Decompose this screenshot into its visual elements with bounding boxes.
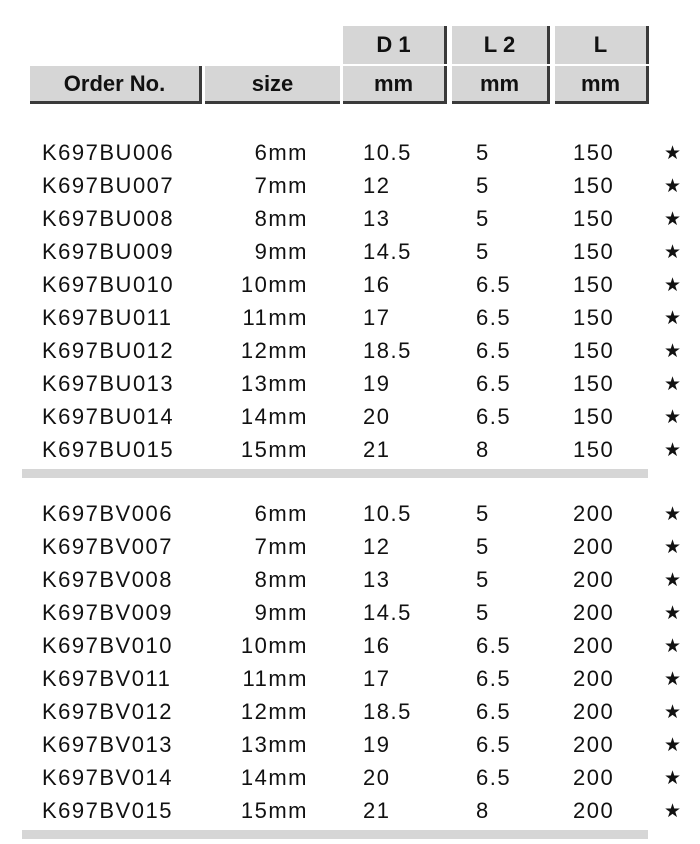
d1-value: 16	[363, 272, 391, 297]
size-value: 6mm	[254, 140, 308, 165]
size-value: 12mm	[240, 338, 308, 363]
l2-value: 6.5	[476, 666, 512, 691]
l2-value: 6.5	[476, 305, 512, 330]
header-order-no: Order No.	[30, 66, 202, 104]
header-l2-unit: mm	[452, 66, 550, 104]
header-d1: D 1	[343, 26, 447, 64]
l-value: 200	[573, 732, 615, 757]
order-number: K697BU011	[42, 305, 173, 330]
l-value: 150	[573, 338, 615, 363]
l-value: 150	[573, 239, 615, 264]
l2-value: 5	[476, 173, 490, 198]
l-value: 200	[573, 699, 615, 724]
l-value: 200	[573, 534, 615, 559]
l2-value: 5	[476, 206, 490, 231]
star-icon: ★	[664, 537, 682, 558]
product-group-bu	[0, 136, 700, 466]
star-icon: ★	[664, 702, 682, 723]
star-icon: ★	[664, 440, 682, 461]
d1-value: 14.5	[363, 239, 412, 264]
table-row	[0, 530, 700, 563]
size-value: 7mm	[254, 173, 308, 198]
l-value: 150	[573, 437, 615, 462]
order-number: K697BV014	[42, 765, 173, 790]
star-icon: ★	[664, 275, 682, 296]
table-row	[0, 136, 700, 169]
order-number: K697BU014	[42, 404, 175, 429]
order-number: K697BU007	[42, 173, 175, 198]
d1-value: 12	[363, 173, 391, 198]
table-row	[0, 367, 700, 400]
size-value: 8mm	[254, 206, 308, 231]
size-value: 10mm	[240, 272, 308, 297]
d1-value: 10.5	[363, 140, 412, 165]
star-icon: ★	[664, 176, 682, 197]
star-icon: ★	[664, 504, 682, 525]
d1-value: 20	[363, 765, 391, 790]
table-row	[0, 563, 700, 596]
order-number: K697BV013	[42, 732, 173, 757]
table-row	[0, 629, 700, 662]
table-row	[0, 695, 700, 728]
star-icon: ★	[664, 209, 682, 230]
size-value: 11mm	[242, 666, 308, 691]
l2-value: 6.5	[476, 732, 512, 757]
l2-value: 8	[476, 798, 490, 823]
order-number: K697BV012	[42, 699, 173, 724]
group-separator	[22, 830, 648, 839]
l-value: 150	[573, 371, 615, 396]
order-number: K697BU013	[42, 371, 175, 396]
d1-value: 21	[363, 437, 391, 462]
l-value: 200	[573, 567, 615, 592]
table-row	[0, 497, 700, 530]
header-size: size	[205, 66, 340, 104]
size-value: 11mm	[242, 305, 308, 330]
table-row	[0, 268, 700, 301]
d1-value: 16	[363, 633, 391, 658]
d1-value: 18.5	[363, 338, 412, 363]
l-value: 150	[573, 206, 615, 231]
d1-value: 13	[363, 206, 391, 231]
l2-value: 6.5	[476, 765, 512, 790]
l2-value: 6.5	[476, 699, 512, 724]
order-number: K697BV011	[42, 666, 172, 691]
l2-value: 5	[476, 140, 490, 165]
header-d1-unit: mm	[343, 66, 447, 104]
order-number: K697BU008	[42, 206, 175, 231]
l-value: 200	[573, 798, 615, 823]
star-icon: ★	[664, 341, 682, 362]
product-group-bv	[0, 497, 700, 827]
star-icon: ★	[664, 308, 682, 329]
header-l2: L 2	[452, 26, 550, 64]
order-number: K697BU006	[42, 140, 175, 165]
l2-value: 6.5	[476, 633, 512, 658]
header-l: L	[555, 26, 649, 64]
order-number: K697BV010	[42, 633, 173, 658]
d1-value: 13	[363, 567, 391, 592]
table-row	[0, 169, 700, 202]
table-row	[0, 728, 700, 761]
order-number: K697BV009	[42, 600, 173, 625]
l2-value: 6.5	[476, 338, 512, 363]
size-value: 7mm	[254, 534, 308, 559]
table-row	[0, 301, 700, 334]
size-value: 15mm	[240, 798, 308, 823]
table-row	[0, 202, 700, 235]
size-value: 13mm	[240, 732, 308, 757]
size-value: 12mm	[240, 699, 308, 724]
star-icon: ★	[664, 669, 682, 690]
star-icon: ★	[664, 735, 682, 756]
size-value: 8mm	[254, 567, 308, 592]
d1-value: 12	[363, 534, 391, 559]
order-number: K697BV006	[42, 501, 173, 526]
d1-value: 20	[363, 404, 391, 429]
table-row	[0, 235, 700, 268]
star-icon: ★	[664, 636, 682, 657]
table-row	[0, 400, 700, 433]
size-value: 13mm	[240, 371, 308, 396]
group-separator	[22, 469, 648, 478]
d1-value: 19	[363, 732, 391, 757]
l2-value: 5	[476, 567, 490, 592]
l-value: 150	[573, 404, 615, 429]
order-number: K697BU015	[42, 437, 175, 462]
star-icon: ★	[664, 801, 682, 822]
l-value: 200	[573, 600, 615, 625]
table-row	[0, 433, 700, 466]
order-number: K697BV008	[42, 567, 173, 592]
size-value: 6mm	[254, 501, 308, 526]
l-value: 150	[573, 140, 615, 165]
l-value: 200	[573, 666, 615, 691]
l2-value: 5	[476, 600, 490, 625]
star-icon: ★	[664, 407, 682, 428]
l2-value: 8	[476, 437, 490, 462]
l-value: 150	[573, 173, 615, 198]
star-icon: ★	[664, 570, 682, 591]
table-row	[0, 662, 700, 695]
l-value: 150	[573, 305, 615, 330]
table-row	[0, 596, 700, 629]
size-value: 14mm	[240, 404, 308, 429]
d1-value: 17	[363, 666, 391, 691]
l-value: 200	[573, 501, 615, 526]
table-row	[0, 334, 700, 367]
d1-value: 19	[363, 371, 391, 396]
l-value: 200	[573, 765, 615, 790]
l2-value: 6.5	[476, 371, 512, 396]
star-icon: ★	[664, 143, 682, 164]
l-value: 200	[573, 633, 615, 658]
l2-value: 5	[476, 534, 490, 559]
header-l-unit: mm	[555, 66, 649, 104]
d1-value: 21	[363, 798, 391, 823]
table-row	[0, 794, 700, 827]
order-number: K697BU009	[42, 239, 175, 264]
l2-value: 5	[476, 239, 490, 264]
star-icon: ★	[664, 603, 682, 624]
star-icon: ★	[664, 374, 682, 395]
l-value: 150	[573, 272, 615, 297]
order-number: K697BU012	[42, 338, 175, 363]
size-value: 9mm	[254, 600, 308, 625]
d1-value: 14.5	[363, 600, 412, 625]
size-value: 9mm	[254, 239, 308, 264]
table-row	[0, 761, 700, 794]
star-icon: ★	[664, 242, 682, 263]
l2-value: 6.5	[476, 272, 512, 297]
l2-value: 5	[476, 501, 490, 526]
d1-value: 10.5	[363, 501, 412, 526]
star-icon: ★	[664, 768, 682, 789]
order-number: K697BV007	[42, 534, 173, 559]
d1-value: 18.5	[363, 699, 412, 724]
order-number: K697BU010	[42, 272, 175, 297]
size-value: 10mm	[240, 633, 308, 658]
size-value: 15mm	[240, 437, 308, 462]
l2-value: 6.5	[476, 404, 512, 429]
order-number: K697BV015	[42, 798, 173, 823]
d1-value: 17	[363, 305, 391, 330]
size-value: 14mm	[240, 765, 308, 790]
